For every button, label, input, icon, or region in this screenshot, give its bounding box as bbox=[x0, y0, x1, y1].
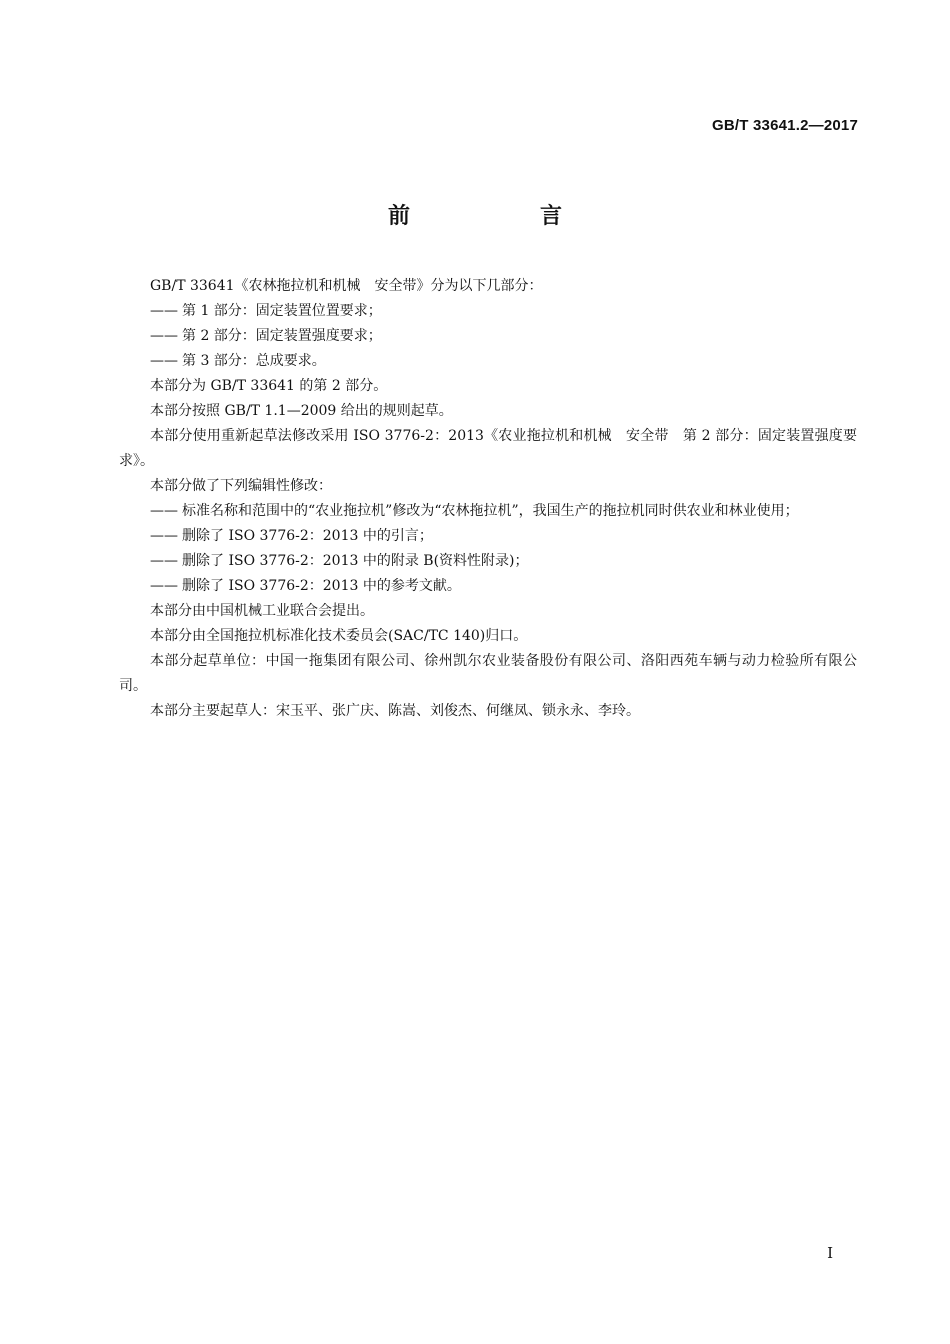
list-item-modification-1 bbox=[119, 499, 857, 524]
dash-mark: —— bbox=[150, 528, 178, 544]
paragraph-adoption: 本部分使用重新起草法修改采用 ISO 3776-2：2013《农业拖拉机和机械 安全带 第 2 部分：固定装置强度要求》。 bbox=[119, 428, 857, 469]
list-item-text: 标准名称和范围中的“农业拖拉机”修改为“农林拖拉机”，我国生产的拖拉机同时供农业和林业使用； bbox=[182, 503, 799, 519]
list-item-text: 第 3 部分：总成要求。 bbox=[182, 353, 326, 369]
list-item-text: 第 1 部分：固定装置位置要求； bbox=[182, 303, 382, 319]
paragraph-parts-intro: GB/T 33641《农林拖拉机和机械 安全带》分为以下几部分： bbox=[150, 278, 543, 294]
list-item-part-2 bbox=[119, 324, 857, 349]
list-item-text: 删除了 ISO 3776-2：2013 中的参考文献。 bbox=[182, 578, 461, 594]
list-item-text: 删除了 ISO 3776-2：2013 中的附录 B(资料性附录)； bbox=[182, 553, 529, 569]
foreword-body bbox=[119, 274, 857, 724]
dash-mark: —— bbox=[150, 578, 178, 594]
list-item-part-1 bbox=[119, 299, 857, 324]
standard-code: GB/T 33641.2—2017 bbox=[712, 117, 858, 134]
dash-mark: —— bbox=[150, 553, 178, 569]
list-item-modification-2 bbox=[119, 524, 857, 549]
dash-mark: —— bbox=[150, 328, 178, 344]
list-item-modification-4 bbox=[119, 574, 857, 599]
paragraph-technical-committee: 本部分由全国拖拉机标准化技术委员会(SAC/TC 140)归口。 bbox=[150, 628, 528, 644]
paragraph-drafters: 本部分主要起草人：宋玉平、张广庆、陈嵩、刘俊杰、何继凤、锁永永、李玲。 bbox=[150, 703, 640, 719]
paragraph-modifications-intro: 本部分做了下列编辑性修改： bbox=[150, 478, 332, 494]
dash-mark: —— bbox=[150, 303, 178, 319]
list-item-text: 删除了 ISO 3776-2：2013 中的引言； bbox=[182, 528, 433, 544]
dash-mark: —— bbox=[150, 503, 178, 519]
list-item-text: 第 2 部分：固定装置强度要求； bbox=[182, 328, 382, 344]
page-number: I bbox=[827, 1244, 833, 1262]
list-item-part-3 bbox=[119, 349, 857, 374]
paragraph-proposer: 本部分由中国机械工业联合会提出。 bbox=[150, 603, 374, 619]
paragraph-drafting-rules: 本部分按照 GB/T 1.1—2009 给出的规则起草。 bbox=[150, 403, 453, 419]
page-title: 前 言 bbox=[387, 204, 616, 229]
list-item-modification-3 bbox=[119, 549, 857, 574]
dash-mark: —— bbox=[150, 353, 178, 369]
paragraph-drafting-units: 本部分起草单位：中国一拖集团有限公司、徐州凯尔农业装备股份有限公司、洛阳西苑车辆与动力检验所有限公司。 bbox=[119, 653, 857, 694]
paragraph-part-statement: 本部分为 GB/T 33641 的第 2 部分。 bbox=[150, 378, 388, 394]
